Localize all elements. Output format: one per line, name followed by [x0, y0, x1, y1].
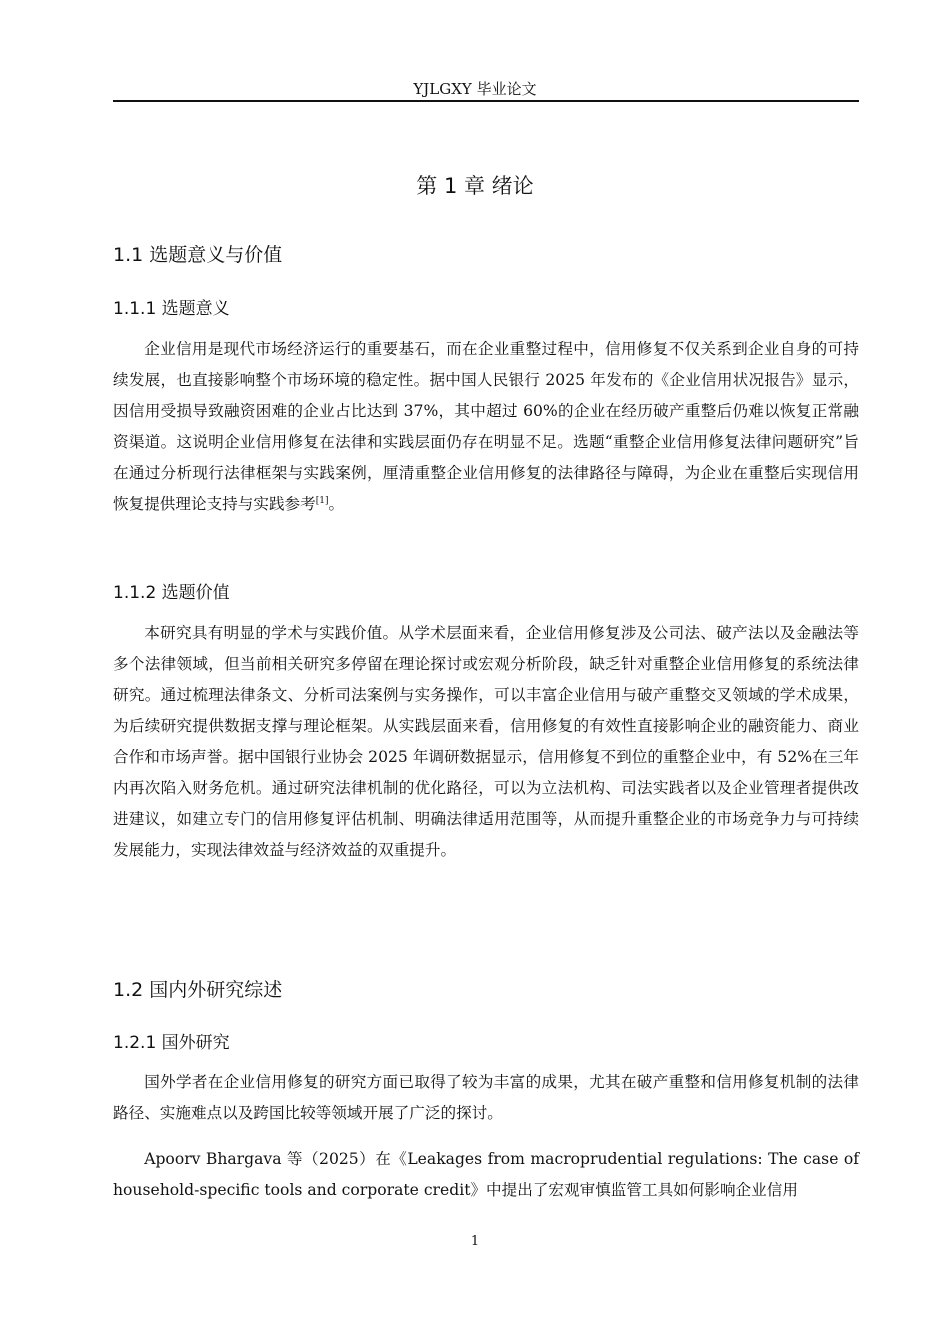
section-heading-1-2-1: 1.2.1 国外研究: [113, 1033, 230, 1053]
section-heading-1-1-2: 1.1.2 选题价值: [113, 583, 230, 603]
paragraph-1-1-1: [113, 334, 859, 520]
citation-ref[interactable]: [1]: [315, 495, 329, 506]
header-rule: [113, 100, 859, 102]
section-heading-1-1-1: 1.1.1 选题意义: [113, 299, 230, 319]
paragraph-1-1-2: 本研究具有明显的学术与实践价值。从学术层面来看，企业信用修复涉及公司法、破产法以及金融法等多个法律领域，但当前相关研究多停留在理论探讨或宏观分析阶段，缺乏针对重整企业信用修复的系统法律研究。通过梳理法律条文、分析司法案例与实务操作，可以丰富企业信用与破产重整交叉领域的学术成果，为后续研究提供数据支撑与理论框架。从实践层面来看，信用修复的有效性直接影响企业的融资能力、商业合作和市场声誉。据中国银行业协会 2025 年调研数据显示，信用修复不到位的重整企业中，有 52%在三年内再次陷入财务危机。通过研究法律机制的优化路径，可以为立法机构、司法实践者以及企业管理者提供改进建议，如建立专门的信用修复评估机制、明确法律适用范围等，从而提升重整企业的市场竞争力与可持续发展能力，实现法律效益与经济效益的双重提升。: [113, 624, 859, 859]
chapter-title: 第 1 章 绪论: [416, 174, 534, 198]
paragraph-1-2-1-a: 国外学者在企业信用修复的研究方面已取得了较为丰富的成果，尤其在破产重整和信用修复机制的法律路径、实施难点以及跨国比较等领域开展了广泛的探讨。: [113, 1073, 859, 1122]
section-heading-1-2: 1.2 国内外研究综述: [113, 979, 283, 1001]
section-heading-1-1: 1.1 选题意义与价值: [113, 244, 283, 266]
page-number: 1: [470, 1234, 480, 1249]
paragraph-1-2-1-b: Apoorv Bhargava 等（2025）在《Leakages from macroprudential regulations: The case of household-specific tools and corporate credit》中提出了宏观审慎监管工具如何影响企业信用: [113, 1150, 859, 1199]
paragraph-1-1-1-text: 企业信用是现代市场经济运行的重要基石，而在企业重整过程中，信用修复不仅关系到企业自身的可持续发展，也直接影响整个市场环境的稳定性。据中国人民银行 2025 年发布的《企业信用状况报告》显示，因信用受损导致融资困难的企业占比达到 37%，其中超过 60%的企业在经历破产重整后仍难以恢复正常融资渠道。这说明企业信用修复在法律和实践层面仍存在明显不足。选题“重整企业信用修复法律问题研究”旨在通过分析现行法律框架与实践案例，厘清重整企业信用修复的法律路径与障碍，为企业在重整后实现信用恢复提供理论支持与实践参考: [113, 340, 859, 513]
running-header: YJLGXY 毕业论文: [413, 80, 537, 98]
paragraph-1-1-1-ending: 。: [328, 495, 345, 513]
